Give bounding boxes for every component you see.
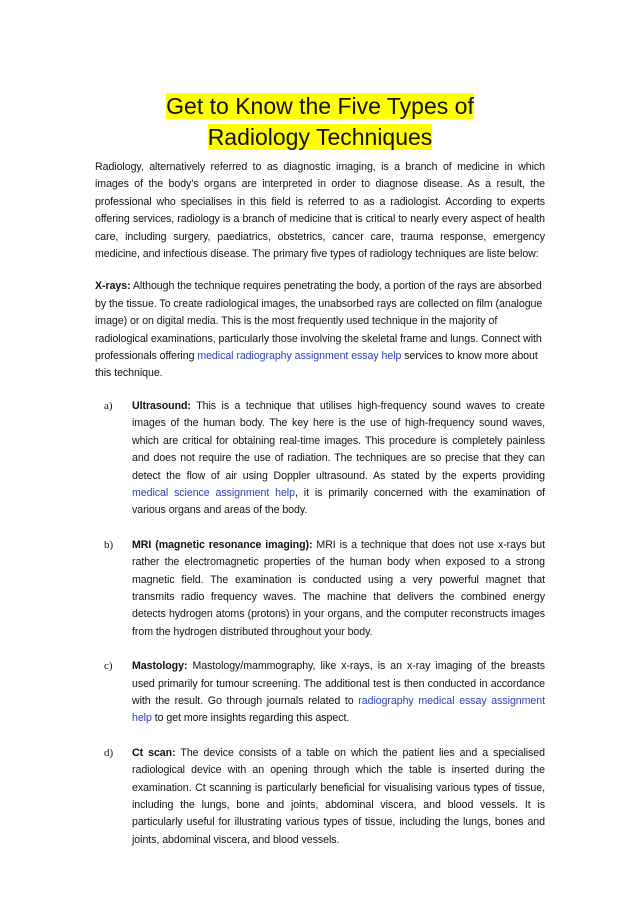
list-marker: d) — [104, 746, 114, 759]
ultrasound-link[interactable]: medical science assignment help — [132, 486, 295, 499]
ultrasound-text-after: , it is primarily concerned with the examination of various organs and areas of the body. — [132, 486, 545, 517]
title-block — [95, 0, 545, 153]
list-item-mri — [95, 537, 545, 641]
mastology-text-after: to get more insights regarding this aspect. — [151, 712, 350, 725]
list-marker: c) — [104, 660, 113, 673]
ct-scan-paragraph — [132, 745, 545, 849]
xrays-paragraph — [95, 278, 545, 382]
list-marker: b) — [104, 538, 114, 551]
xrays-link[interactable]: medical radiography assignment essay help — [197, 350, 402, 363]
ultrasound-label: Ultrasound: — [132, 399, 191, 412]
mri-paragraph — [132, 537, 545, 641]
mastology-label: Mastology: — [132, 660, 188, 673]
mri-text: MRI is a technique that does not use x-rays but rather the electromagnetic properties of the human body when exposed to a strong magnetic field. The examination is conducted using a very powerful magnet that transmits radio frequency waves. The machine that delivers the combined energy detects hydrogen atoms (protons) in your organs, and the computer reconstructs images from the hydrogen distributed throughout your body. — [132, 538, 546, 638]
list-item-ultrasound — [95, 398, 545, 520]
page-title-line-1: Get to Know the Five Types of — [166, 93, 474, 119]
xrays-label: X-rays: — [95, 280, 131, 293]
intro-paragraph: Radiology, alternatively referred to as diagnostic imaging, is a branch of medicine in which images of the body’s organs are interpreted in order to diagnose disease. As a result, the professional who specialises in this field is referred to as a radiologist. According to experts offering services, radiology is a branch of medicine that is critical to nearly every aspect of health care, including surgery, paediatrics, obstetrics, cancer care, trauma response, emergency medicine, and infectious disease. The primary five types of radiology techniques are liste below: — [95, 161, 545, 261]
list-item-ct-scan — [95, 745, 545, 849]
ct-scan-text: The device consists of a table on which the patient lies and a specialised radiological device with an opening through which the table is inserted during the examination. Ct scanning is particularly beneficial for visualising various types of tissue, including the lungs, bone and joints, abdominal viscera, and blood vessels. It is particularly useful for illustrating various types of tissue, including the lungs, bones and joints, abdominal viscera, and blood vessels. — [132, 746, 545, 846]
mastology-text-before: Mastology/mammography, like x-rays, is an x-ray imaging of the breasts used primarily for tumour screening. The additional test is then conducted in accordance with the result. Go through journals related to — [132, 660, 545, 707]
list-marker: a) — [104, 399, 113, 412]
page-title-line-2: Radiology Techniques — [207, 124, 433, 150]
mri-label: MRI (magnetic resonance imaging): — [132, 538, 313, 551]
technique-list — [95, 398, 545, 849]
list-item-mastology — [95, 658, 545, 728]
ct-scan-label: Ct scan: — [132, 746, 176, 759]
mastology-link[interactable]: radiography medical essay assignment help — [132, 694, 545, 725]
mastology-paragraph — [132, 658, 545, 728]
ultrasound-text-before: This is a technique that utilises high-frequency sound waves to create images of the human body. The key here is the use of high-frequency sound waves, which are critical for obtaining real-time images. This procedure is completely painless and does not require the use of radiation. The techniques are so precise that they can detect the flow of air using Doppler ultrasound. As stated by the experts providing — [132, 399, 545, 482]
xrays-text-after: services to know more about this technique. — [95, 350, 538, 380]
ultrasound-paragraph — [132, 398, 545, 520]
xrays-text-before: Although the technique requires penetrating the body, a portion of the rays are absorbed by the tissue. To create radiological images, the unabsorbed rays are collected on film (analogue image) or on digital media. This is the most frequently used technique in the majority of radiological examinations, particularly those involving the skeletal frame and lungs. Connect with professionals offering — [95, 280, 543, 363]
